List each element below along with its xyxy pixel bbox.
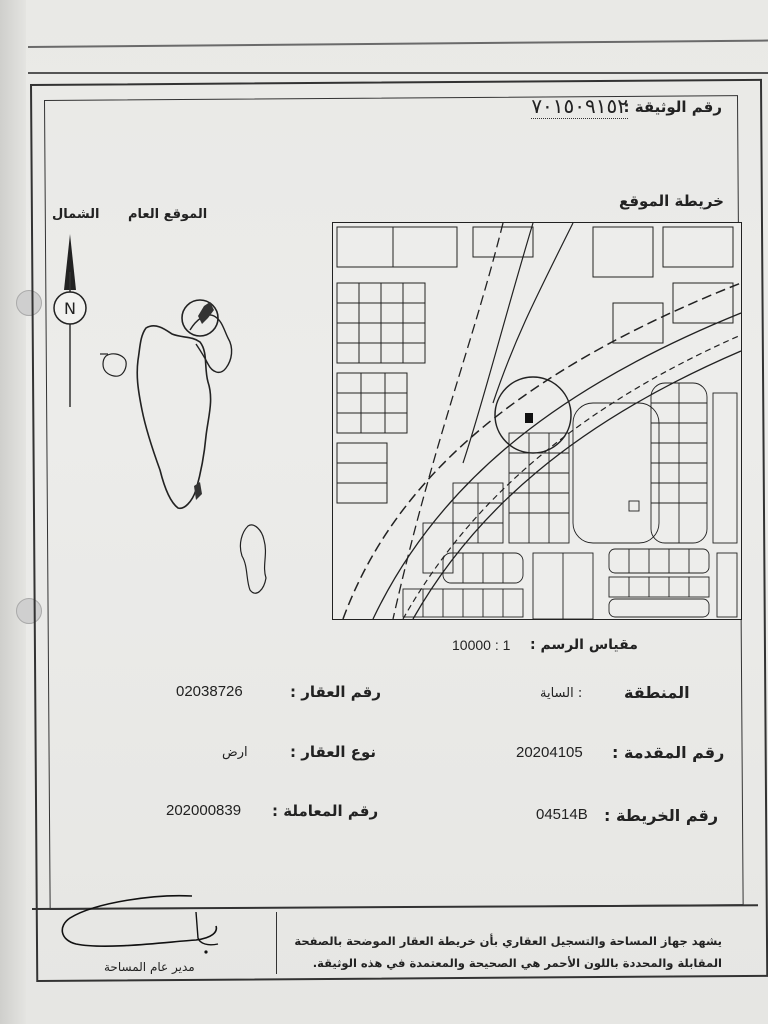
- property-number-value: 02038726: [176, 683, 243, 700]
- north-letter: N: [64, 299, 76, 318]
- certification-line-1: يشهد جهاز المساحة والتسجيل العقاري بأن خريطة العقار الموضحة بالصفحة: [294, 934, 722, 948]
- north-label: الشمال: [52, 207, 100, 222]
- doc-number-label: رقم الوثيقة :: [623, 98, 722, 116]
- property-type-label: نوع العقار :: [290, 743, 377, 761]
- general-location-label: الموقع العام: [128, 207, 208, 222]
- top-rule-2: [28, 72, 768, 74]
- map-number-value: 04514B: [536, 806, 588, 823]
- map-number-label: رقم الخريطة :: [604, 806, 719, 825]
- application-number-label: رقم المقدمة :: [612, 743, 725, 762]
- certification-line-2: المقابلة والمحددة باللون الأحمر هي الصحيحة والمعتمدة في هذه الوثيقة.: [312, 956, 722, 970]
- scale-label: مقياس الرسم :: [530, 637, 638, 653]
- signature-mark: [56, 888, 236, 958]
- footer-divider: [276, 912, 277, 974]
- doc-number-value: ٧٠١٥٠٩١٥٢: [531, 94, 628, 118]
- north-arrow-icon: [48, 232, 92, 412]
- site-map: [332, 222, 742, 620]
- country-outline-map: [96, 290, 286, 610]
- property-type-value: ارض: [222, 745, 248, 760]
- region-label: المنطقة: [624, 683, 690, 702]
- scale-value: 10000 : 1: [452, 637, 511, 653]
- signatory-title: مدير عام المساحة: [104, 960, 195, 974]
- page-edge-shadow: [0, 0, 26, 1024]
- transaction-number-label: رقم المعاملة :: [272, 802, 379, 820]
- region-value: : الساية: [540, 686, 583, 701]
- application-number-value: 20204105: [516, 744, 583, 761]
- transaction-number-value: 202000839: [166, 802, 242, 819]
- site-map-title: خريطة الموقع: [618, 192, 724, 210]
- property-number-label: رقم العقار :: [290, 683, 381, 701]
